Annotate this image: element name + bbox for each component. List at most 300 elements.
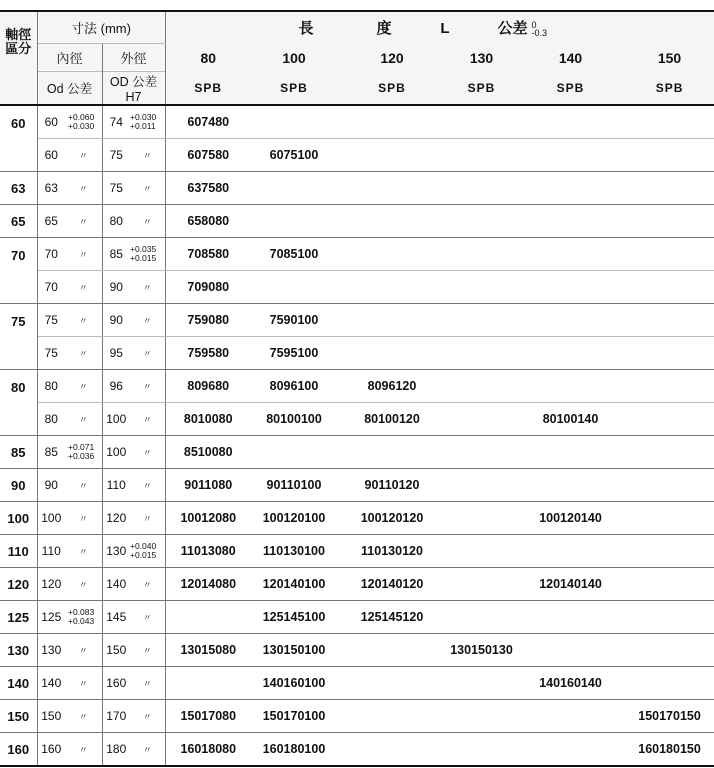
part-code	[516, 271, 625, 304]
part-code	[447, 337, 516, 370]
part-code	[625, 502, 714, 535]
part-code: 708580	[165, 238, 251, 271]
inner-diameter: 70	[37, 271, 65, 304]
outer-tolerance	[130, 271, 165, 304]
ditto-mark: 〃	[142, 183, 152, 194]
part-code: 8510080	[165, 436, 251, 469]
part-code	[516, 304, 625, 337]
inner-tolerance	[65, 271, 102, 304]
ditto-mark: 〃	[78, 480, 88, 491]
tolerance-upper: +0.060	[68, 111, 95, 122]
part-code	[447, 568, 516, 601]
outer-tolerance-header: OD 公差H7	[102, 72, 165, 106]
part-code	[516, 469, 625, 502]
part-code	[625, 271, 714, 304]
table-row	[0, 634, 714, 667]
outer-diameter: 150	[102, 634, 130, 667]
shaft-size: 65	[0, 205, 37, 238]
part-code	[516, 205, 625, 238]
outer-tolerance	[130, 535, 165, 568]
series-150: SPB	[625, 72, 714, 106]
inner-tolerance	[65, 370, 102, 403]
table-row	[0, 436, 714, 469]
outer-tolerance	[130, 502, 165, 535]
part-code: 110130120	[337, 535, 447, 568]
outer-tolerance	[130, 568, 165, 601]
part-code	[516, 436, 625, 469]
table-row	[0, 667, 714, 700]
outer-tolerance	[130, 634, 165, 667]
shaft-size: 75	[0, 304, 37, 370]
inner-diameter: 120	[37, 568, 65, 601]
part-code	[625, 238, 714, 271]
ditto-mark: 〃	[78, 150, 88, 161]
outer-diameter: 160	[102, 667, 130, 700]
part-code: 160180100	[251, 733, 337, 767]
part-code: 120140120	[337, 568, 447, 601]
part-code	[337, 238, 447, 271]
inner-tolerance	[65, 172, 102, 205]
part-code: 140160100	[251, 667, 337, 700]
part-code	[625, 370, 714, 403]
part-code	[625, 667, 714, 700]
tolerance-value	[68, 113, 94, 131]
part-code	[516, 535, 625, 568]
ditto-mark: 〃	[78, 315, 88, 326]
outer-diameter: 120	[102, 502, 130, 535]
ditto-mark: 〃	[142, 315, 152, 326]
part-code	[625, 304, 714, 337]
table-row	[0, 105, 714, 139]
inner-tolerance-header: Od 公差	[37, 72, 102, 106]
ditto-mark: 〃	[78, 282, 88, 293]
tolerance-value	[130, 113, 156, 131]
outer-diameter: 85	[102, 238, 130, 271]
part-code	[447, 502, 516, 535]
header-row-1	[0, 11, 714, 44]
outer-tolerance	[130, 403, 165, 436]
ditto-mark: 〃	[142, 480, 152, 491]
part-code: 125145120	[337, 601, 447, 634]
ditto-mark: 〃	[78, 678, 88, 689]
ditto-mark: 〃	[142, 348, 152, 359]
part-code	[447, 205, 516, 238]
inner-tolerance	[65, 337, 102, 370]
part-code	[447, 370, 516, 403]
part-code: 130150130	[447, 634, 516, 667]
outer-tolerance	[130, 601, 165, 634]
length-tolerance	[532, 21, 548, 37]
table-row	[0, 304, 714, 337]
inner-diameter: 100	[37, 502, 65, 535]
part-code: 7595100	[251, 337, 337, 370]
part-code	[447, 436, 516, 469]
part-code	[625, 601, 714, 634]
part-code: 16018080	[165, 733, 251, 767]
inner-tolerance	[65, 436, 102, 469]
part-code	[447, 601, 516, 634]
part-code	[251, 271, 337, 304]
part-code: 15017080	[165, 700, 251, 733]
tolerance-lower: +0.011	[130, 120, 156, 131]
part-code: 100120100	[251, 502, 337, 535]
part-code	[447, 238, 516, 271]
outer-tolerance	[130, 304, 165, 337]
part-code: 90110100	[251, 469, 337, 502]
ditto-mark: 〃	[78, 183, 88, 194]
tolerance-lower: +0.015	[130, 252, 157, 263]
inner-diameter: 63	[37, 172, 65, 205]
series-120: SPB	[337, 72, 447, 106]
inner-diameter: 130	[37, 634, 65, 667]
part-code	[165, 667, 251, 700]
ditto-mark: 〃	[142, 513, 152, 524]
length-140: 140	[516, 44, 625, 72]
length-tolerance-bottom: -0.3	[531, 28, 548, 39]
part-code: 759080	[165, 304, 251, 337]
part-code	[337, 700, 447, 733]
part-code	[516, 139, 625, 172]
part-code	[337, 436, 447, 469]
shaft-size: 85	[0, 436, 37, 469]
tolerance-lower: +0.015	[130, 549, 157, 560]
part-code	[447, 172, 516, 205]
ditto-mark: 〃	[78, 711, 88, 722]
part-code	[447, 139, 516, 172]
outer-tolerance	[130, 172, 165, 205]
tolerance-upper: +0.071	[68, 441, 95, 452]
length-header	[165, 11, 714, 44]
part-code	[337, 634, 447, 667]
outer-diameter: 170	[102, 700, 130, 733]
part-code	[337, 172, 447, 205]
outer-tolerance	[130, 105, 165, 139]
part-code: 10012080	[165, 502, 251, 535]
ditto-mark: 〃	[142, 579, 152, 590]
part-code: 7085100	[251, 238, 337, 271]
table-row	[0, 238, 714, 271]
table-row	[0, 139, 714, 172]
part-code: 110130100	[251, 535, 337, 568]
tolerance-upper: +0.083	[68, 606, 95, 617]
outer-diameter: 75	[102, 139, 130, 172]
shaft-size: 90	[0, 469, 37, 502]
part-code	[625, 172, 714, 205]
table-body	[0, 105, 714, 766]
outer-diameter: 75	[102, 172, 130, 205]
inner-diameter: 70	[37, 238, 65, 271]
part-code: 658080	[165, 205, 251, 238]
ditto-mark: 〃	[78, 381, 88, 392]
shaft-size: 100	[0, 502, 37, 535]
part-code	[337, 304, 447, 337]
tolerance-value	[68, 443, 94, 461]
outer-diameter: 74	[102, 105, 130, 139]
inner-tolerance	[65, 568, 102, 601]
shaft-size: 125	[0, 601, 37, 634]
shaft-header	[0, 11, 37, 72]
table-row	[0, 469, 714, 502]
length-tolerance-top: 0	[531, 20, 537, 31]
outer-diameter: 96	[102, 370, 130, 403]
inner-tolerance	[65, 105, 102, 139]
part-code	[516, 172, 625, 205]
ditto-mark: 〃	[142, 678, 152, 689]
table-row	[0, 403, 714, 436]
part-code	[337, 337, 447, 370]
part-code: 637580	[165, 172, 251, 205]
part-code: 80100140	[516, 403, 625, 436]
tolerance-lower: +0.030	[68, 120, 95, 131]
table-row	[0, 733, 714, 767]
part-code: 709080	[165, 271, 251, 304]
length-150: 150	[625, 44, 714, 72]
inner-diameter: 90	[37, 469, 65, 502]
part-code	[165, 601, 251, 634]
length-label-2: 度	[376, 20, 392, 38]
series-80: SPB	[165, 72, 251, 106]
inner-diameter: 80	[37, 403, 65, 436]
shaft-size: 110	[0, 535, 37, 568]
part-code	[516, 700, 625, 733]
part-code	[516, 634, 625, 667]
outer-tolerance	[130, 733, 165, 767]
inner-tolerance	[65, 535, 102, 568]
outer-tolerance	[130, 700, 165, 733]
ditto-mark: 〃	[142, 711, 152, 722]
shaft-size: 70	[0, 238, 37, 304]
shaft-size: 130	[0, 634, 37, 667]
ditto-mark: 〃	[78, 216, 88, 227]
outer-diameter: 100	[102, 403, 130, 436]
part-code: 80100100	[251, 403, 337, 436]
inner-tolerance	[65, 205, 102, 238]
part-code	[447, 469, 516, 502]
length-120: 120	[337, 44, 447, 72]
ditto-mark: 〃	[78, 249, 88, 260]
inner-diameter: 80	[37, 370, 65, 403]
part-code	[337, 139, 447, 172]
table-row	[0, 568, 714, 601]
tolerance-upper: +0.030	[130, 111, 157, 122]
outer-diameter: 145	[102, 601, 130, 634]
table-row	[0, 535, 714, 568]
inner-diameter: 110	[37, 535, 65, 568]
inner-tolerance	[65, 469, 102, 502]
ditto-mark: 〃	[142, 381, 152, 392]
part-code	[516, 370, 625, 403]
part-code	[251, 105, 337, 139]
outer-diameter: 130	[102, 535, 130, 568]
inner-tolerance	[65, 139, 102, 172]
shaft-size: 80	[0, 370, 37, 436]
ditto-mark: 〃	[78, 546, 88, 557]
tolerance-value	[130, 245, 156, 263]
part-code	[625, 337, 714, 370]
length-100: 100	[251, 44, 337, 72]
inner-diameter: 140	[37, 667, 65, 700]
part-code	[337, 271, 447, 304]
shaft-size: 120	[0, 568, 37, 601]
outer-diameter: 110	[102, 469, 130, 502]
inner-diameter: 160	[37, 733, 65, 767]
inner-tolerance	[65, 667, 102, 700]
part-code: 120140140	[516, 568, 625, 601]
part-code	[516, 337, 625, 370]
inner-diameter: 85	[37, 436, 65, 469]
length-symbol: L	[440, 20, 450, 38]
part-code	[625, 634, 714, 667]
part-code: 7590100	[251, 304, 337, 337]
part-code	[625, 436, 714, 469]
series-100: SPB	[251, 72, 337, 106]
part-code	[447, 271, 516, 304]
series-140: SPB	[516, 72, 625, 106]
part-code	[337, 205, 447, 238]
inner-tolerance	[65, 601, 102, 634]
table-row	[0, 271, 714, 304]
part-code: 125145100	[251, 601, 337, 634]
part-code	[251, 436, 337, 469]
part-code	[625, 568, 714, 601]
table-row	[0, 502, 714, 535]
ditto-mark: 〃	[142, 645, 152, 656]
length-130: 130	[447, 44, 516, 72]
header-row-3	[0, 72, 714, 106]
outer-tolerance	[130, 139, 165, 172]
part-code	[337, 733, 447, 767]
inner-tolerance	[65, 502, 102, 535]
inner-diameter: 75	[37, 337, 65, 370]
part-code	[251, 205, 337, 238]
tolerance-upper: +0.040	[130, 540, 157, 551]
ditto-mark: 〃	[78, 579, 88, 590]
part-code	[516, 238, 625, 271]
outer-tolerance	[130, 205, 165, 238]
header-row-2	[0, 44, 714, 72]
ditto-mark: 〃	[78, 744, 88, 755]
part-code: 140160140	[516, 667, 625, 700]
length-label: 長	[298, 20, 314, 38]
outer-tolerance	[130, 667, 165, 700]
part-code: 8096100	[251, 370, 337, 403]
outer-tolerance	[130, 238, 165, 271]
part-code: 80100120	[337, 403, 447, 436]
part-code: 12014080	[165, 568, 251, 601]
inner-diameter: 150	[37, 700, 65, 733]
tolerance-lower: +0.043	[68, 615, 95, 626]
part-code: 90110120	[337, 469, 447, 502]
part-code	[447, 700, 516, 733]
table-row	[0, 172, 714, 205]
part-code: 759580	[165, 337, 251, 370]
outer-diameter: 80	[102, 205, 130, 238]
outer-diameter: 95	[102, 337, 130, 370]
ditto-mark: 〃	[142, 744, 152, 755]
shaft-size: 150	[0, 700, 37, 733]
outer-diameter: 140	[102, 568, 130, 601]
inner-diameter: 125	[37, 601, 65, 634]
part-code	[447, 105, 516, 139]
outer-diameter: 90	[102, 271, 130, 304]
part-code	[447, 733, 516, 767]
part-code: 150170100	[251, 700, 337, 733]
length-80: 80	[165, 44, 251, 72]
tolerance-lower: +0.036	[68, 450, 95, 461]
part-code	[447, 535, 516, 568]
series-130: SPB	[447, 72, 516, 106]
ditto-mark: 〃	[142, 216, 152, 227]
inner-diameter-header: 內徑	[37, 44, 102, 72]
table-row	[0, 370, 714, 403]
ditto-mark: 〃	[78, 414, 88, 425]
inner-tolerance	[65, 733, 102, 767]
ditto-mark: 〃	[142, 612, 152, 623]
ditto-mark: 〃	[142, 150, 152, 161]
shaft-size: 140	[0, 667, 37, 700]
part-code	[447, 667, 516, 700]
part-code	[625, 205, 714, 238]
inner-diameter: 75	[37, 304, 65, 337]
part-code: 100120120	[337, 502, 447, 535]
inner-diameter: 60	[37, 139, 65, 172]
part-code: 8096120	[337, 370, 447, 403]
shaft-label-2: 區分	[5, 40, 32, 56]
part-code	[251, 172, 337, 205]
bushing-size-table	[0, 10, 714, 767]
part-code: 130150100	[251, 634, 337, 667]
inner-diameter: 60	[37, 105, 65, 139]
ditto-mark: 〃	[142, 414, 152, 425]
outer-tolerance	[130, 337, 165, 370]
part-code: 809680	[165, 370, 251, 403]
part-code	[625, 105, 714, 139]
part-code: 150170150	[625, 700, 714, 733]
part-code	[447, 304, 516, 337]
outer-diameter: 90	[102, 304, 130, 337]
part-code	[625, 403, 714, 436]
tolerance-value	[130, 542, 156, 560]
part-code: 6075100	[251, 139, 337, 172]
inner-tolerance	[65, 634, 102, 667]
part-code	[337, 105, 447, 139]
tolerance-upper: +0.035	[130, 243, 157, 254]
table-row	[0, 337, 714, 370]
part-code	[625, 139, 714, 172]
part-code: 9011080	[165, 469, 251, 502]
outer-diameter-header: 外徑	[102, 44, 165, 72]
table-row	[0, 700, 714, 733]
ditto-mark: 〃	[142, 282, 152, 293]
outer-diameter: 100	[102, 436, 130, 469]
dimension-header: 寸法 (mm)	[37, 11, 165, 44]
inner-tolerance	[65, 700, 102, 733]
part-code	[625, 535, 714, 568]
table-row	[0, 205, 714, 238]
part-code	[516, 105, 625, 139]
part-code: 11013080	[165, 535, 251, 568]
inner-diameter: 65	[37, 205, 65, 238]
inner-tolerance	[65, 304, 102, 337]
tolerance-label: 公差	[497, 20, 528, 38]
shaft-size: 63	[0, 172, 37, 205]
part-code	[516, 733, 625, 767]
shaft-label-1: 軸徑	[5, 26, 32, 42]
shaft-size: 160	[0, 733, 37, 767]
outer-diameter: 180	[102, 733, 130, 767]
ditto-mark: 〃	[142, 447, 152, 458]
shaft-size: 60	[0, 105, 37, 172]
